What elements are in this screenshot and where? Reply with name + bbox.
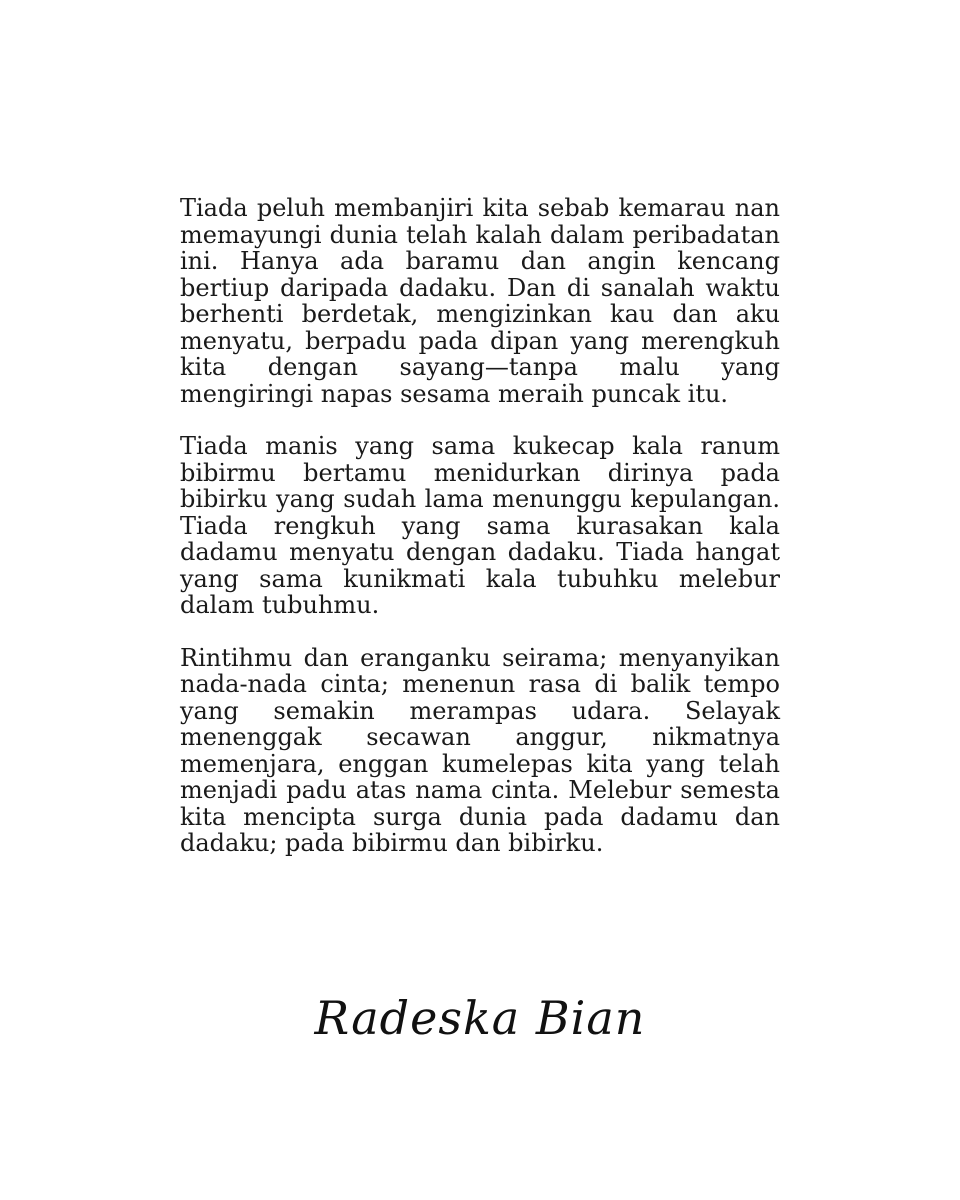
paragraph-1: Tiada peluh membanjiri kita sebab kemarau nan memayungi dunia telah kalah dalam peribadatan ini. Hanya ada baramu dan angin kencang bertiup daripada dadaku. Dan di sanalah waktu berhenti berdetak, mengizinkan kau dan aku menyatu, berpadu pada dipan yang merengkuh kita dengan sayang—tanpa malu yang mengiringi napas sesama meraih puncak itu. (180, 194, 780, 408)
paragraph-2: Tiada manis yang sama kukecap kala ranum bibirmu bertamu menidurkan dirinya pada bibirku yang sudah lama menunggu kepulangan. Tiada rengkuh yang sama kurasakan kala dadamu menyatu dengan dadaku. Tiada hangat yang sama kunikmati kala tubuhku melebur dalam tubuhmu. (180, 432, 780, 619)
author-signature: Radeska Bian (314, 991, 646, 1045)
paragraph-3: Rintihmu dan eranganku seirama; menyanyikan nada-nada cinta; menenun rasa di balik tempo yang semakin merampas udara. Selayak menenggak secawan anggur, nikmatnya memenjara, enggan kumelepas kita yang telah menjadi padu atas nama cinta. Melebur semesta kita mencipta surga dunia pada dadamu dan dadaku; pada bibirmu dan bibirku. (180, 643, 780, 857)
prose-body (180, 195, 780, 857)
